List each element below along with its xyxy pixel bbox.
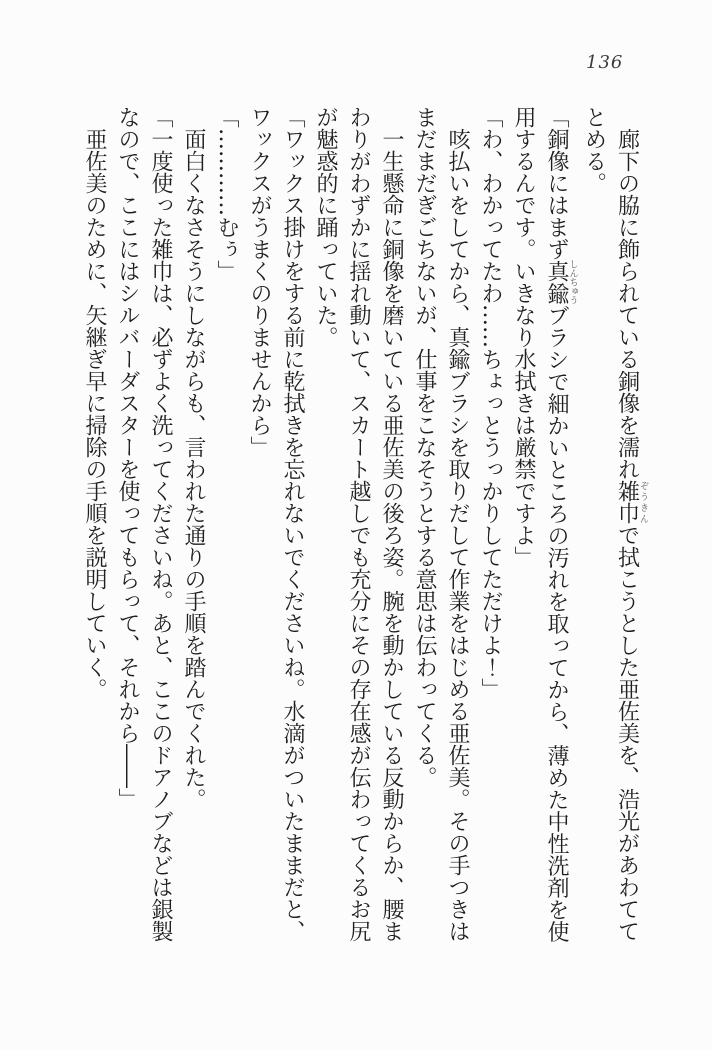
text-line: とめる。 — [581, 106, 607, 194]
text-line: ワックスがうまくのりませんから」 — [247, 106, 272, 458]
text-line: 面白くなさそうにしながらも、言われた通りの手順を踏んでくれた。 — [181, 106, 206, 810]
text-line: 咳払いをしてから、真鍮ブラシを取りだして作業をはじめる亜佐美。その手つきは — [445, 106, 470, 942]
text-line: 「銅像にはまず真鍮しんちゅうブラシで細かいところの汚れを取ってから、薄めた中性洗剤を使 — [544, 106, 578, 943]
text-line: わりがわずかに揺れ動いて、スカート越しでも充分にその存在感が伝わってくるお尻 — [346, 106, 371, 942]
text-line: 亜佐美のために、矢継ぎ早に掃除の手順を説明していく。 — [82, 106, 107, 700]
text-line: 「一度使った雑巾は、必ずよく洗ってくださいね。あと、ここのドアノブなどは銀製 — [148, 106, 173, 942]
text-line: まだまだぎごちないが、仕事をこなそうとする意思は伝わってくる。 — [412, 106, 437, 788]
text-line: なので、ここにはシルバーダスターを使ってもらって、それから――」 — [115, 106, 140, 810]
text-line: が魅惑的に踊っていた。 — [313, 106, 338, 348]
text-line: 一生懸命に銅像を磨いている亜佐美の後ろ姿。腕を動かしている反動からか、腰ま — [379, 106, 404, 942]
text-line: 「ワックス掛けをする前に乾拭きを忘れないでくださいね。水滴がついたままだと、 — [280, 106, 305, 942]
text-body — [78, 106, 648, 972]
text-line: 廊下の脇に飾られている銅像を濡れ雑巾ぞうきんで拭こうとした亜佐美を、浩光があわてて — [614, 106, 648, 942]
ruby-annotation: 雑巾ぞうきん — [614, 480, 648, 524]
page-number: 136 — [586, 52, 624, 73]
text-line: 「わ、わかってたわ……ちょっとうっかりしてただけよ！」 — [478, 106, 503, 700]
ruby-annotation: 真鍮しんちゅう — [544, 259, 578, 305]
text-line: 用するんです。いきなり水拭きは厳禁ですよ」 — [511, 106, 536, 568]
text-line: 「…………むぅ」 — [214, 106, 239, 282]
